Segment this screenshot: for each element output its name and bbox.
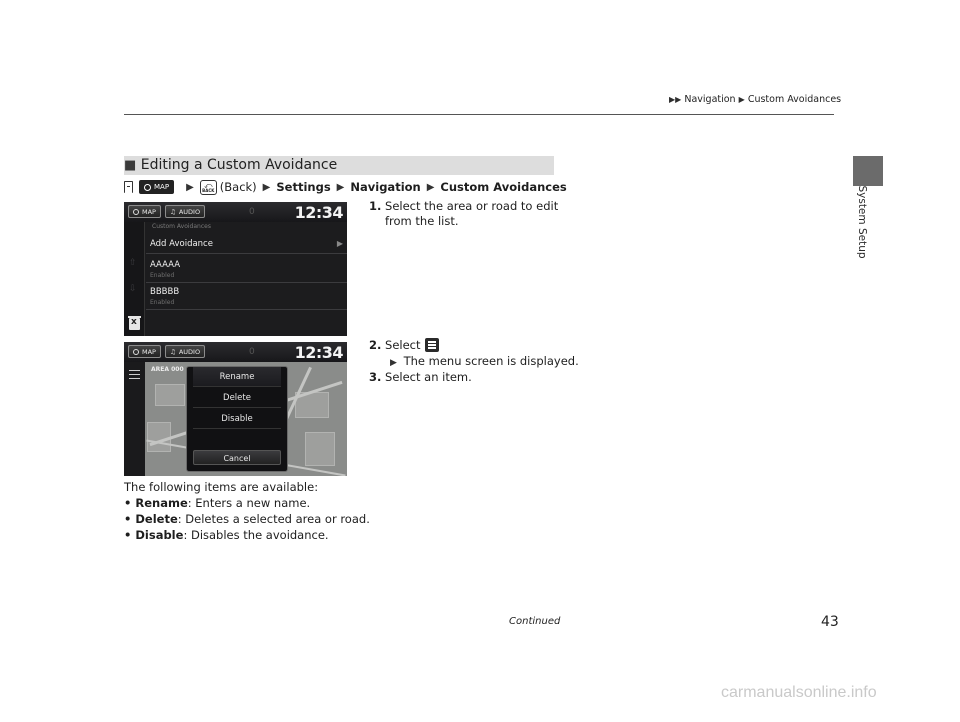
item-name: Disable bbox=[135, 528, 184, 542]
navigation-ring-icon bbox=[133, 209, 139, 215]
step-1-continued bbox=[385, 214, 459, 229]
item-description: : Disables the avoidance. bbox=[183, 528, 329, 542]
breadcrumb-custom-avoidances[interactable]: Custom Avoidances bbox=[747, 94, 842, 105]
step-number: 3. bbox=[369, 370, 382, 384]
bullet-icon: • bbox=[124, 528, 132, 542]
chapter-tab bbox=[853, 185, 883, 262]
music-note-icon: ♫ bbox=[170, 347, 176, 356]
path-arrow-icon: ▶ bbox=[336, 181, 345, 193]
item-name: Rename bbox=[135, 496, 188, 510]
area-label: AREA 000 bbox=[151, 366, 184, 373]
menu-item-delete[interactable]: Delete bbox=[193, 388, 281, 408]
step-result-text: The menu screen is displayed. bbox=[403, 354, 579, 368]
avoidance-list-screenshot bbox=[124, 202, 347, 336]
path-arrow-icon: ▶ bbox=[426, 181, 435, 193]
menu-popup-screenshot bbox=[124, 342, 347, 476]
menu-item-disable[interactable]: Disable bbox=[193, 409, 281, 429]
path-arrow-icon: ▶ bbox=[262, 181, 271, 193]
screen-map-label: MAP bbox=[142, 347, 156, 356]
section-heading bbox=[124, 156, 337, 175]
chapter-tab-label: System Setup bbox=[856, 185, 868, 259]
section-title: Editing a Custom Avoidance bbox=[140, 157, 338, 173]
breadcrumb-arrow-icon: ▶ bbox=[738, 95, 745, 104]
list-item-title: AAAAA bbox=[150, 260, 181, 270]
screen-audio-label: AUDIO bbox=[178, 347, 201, 356]
watermark: carmanualsonline.info bbox=[721, 684, 877, 701]
breadcrumb-navigation[interactable]: Navigation bbox=[684, 94, 736, 105]
list-item-title: BBBBB bbox=[150, 287, 180, 297]
cancel-button[interactable]: Cancel bbox=[193, 450, 281, 465]
page-number: 43 bbox=[821, 614, 839, 630]
step-text: from the list. bbox=[385, 214, 459, 228]
screen-map-button[interactable] bbox=[128, 205, 161, 218]
back-label: (Back) bbox=[219, 180, 257, 194]
list-item-title: Add Avoidance bbox=[150, 239, 213, 249]
continued-label: Continued bbox=[509, 616, 561, 627]
trash-icon[interactable] bbox=[129, 318, 140, 330]
menu-popup bbox=[186, 366, 288, 472]
list-item bbox=[124, 495, 310, 511]
breadcrumb bbox=[669, 94, 841, 105]
list-item-add-avoidance[interactable] bbox=[146, 232, 347, 254]
signal-indicator: 0 bbox=[249, 207, 255, 217]
step-2-result bbox=[390, 354, 579, 371]
items-intro: The following items are available: bbox=[124, 480, 319, 494]
screen-audio-button[interactable] bbox=[165, 205, 205, 218]
menu-item-rename[interactable]: Rename bbox=[193, 367, 281, 387]
back-button-icon bbox=[200, 180, 217, 195]
list-item-status: Enabled bbox=[150, 299, 175, 306]
screen-side-controls bbox=[124, 362, 145, 476]
step-text: Select the area or road to edit bbox=[385, 199, 559, 213]
menu-icon[interactable] bbox=[129, 370, 140, 379]
path-settings: Settings bbox=[276, 180, 331, 194]
screen-audio-button[interactable] bbox=[165, 345, 205, 358]
screen-audio-label: AUDIO bbox=[178, 207, 201, 216]
map-block bbox=[155, 384, 185, 406]
header-divider bbox=[124, 114, 834, 115]
clock: 12:34 bbox=[294, 203, 343, 222]
chapter-tab-marker bbox=[853, 156, 883, 186]
path-arrow-icon: ▶ bbox=[186, 181, 194, 193]
screen-map-label: MAP bbox=[142, 207, 156, 216]
breadcrumb-arrow-icon: ▶▶ bbox=[669, 95, 682, 104]
step-text: Select bbox=[385, 338, 421, 352]
path-custom-avoidances: Custom Avoidances bbox=[440, 180, 567, 194]
item-description: : Deletes a selected area or road. bbox=[177, 512, 370, 526]
list-item-status: Enabled bbox=[150, 272, 175, 279]
bullet-icon: • bbox=[124, 496, 132, 510]
navigation-path bbox=[124, 179, 567, 195]
list-item[interactable] bbox=[146, 256, 347, 283]
list-item[interactable] bbox=[146, 284, 347, 310]
navigation-ring-icon bbox=[133, 349, 139, 355]
bullet-icon: • bbox=[124, 512, 132, 526]
screen-side-controls bbox=[124, 222, 145, 336]
square-bullet-icon: ■ bbox=[124, 158, 137, 173]
list-item bbox=[124, 511, 370, 527]
screen-map-button[interactable] bbox=[128, 345, 161, 358]
step-number: 2. bbox=[369, 338, 382, 352]
home-icon bbox=[124, 181, 133, 193]
scroll-up-icon[interactable]: ⇧ bbox=[129, 258, 137, 268]
map-block bbox=[305, 432, 335, 466]
clock: 12:34 bbox=[294, 343, 343, 362]
music-note-icon: ♫ bbox=[170, 207, 176, 216]
signal-indicator: 0 bbox=[249, 347, 255, 357]
item-name: Delete bbox=[135, 512, 178, 526]
step-1 bbox=[369, 199, 558, 214]
back-button-text: BACK bbox=[202, 187, 215, 193]
item-description: : Enters a new name. bbox=[187, 496, 311, 510]
step-number: 1. bbox=[369, 199, 382, 213]
list-item bbox=[124, 527, 329, 543]
map-button-label: MAP bbox=[154, 183, 170, 191]
chevron-right-icon: ▶ bbox=[336, 239, 343, 248]
step-3 bbox=[369, 370, 472, 385]
result-arrow-icon: ▶ bbox=[390, 358, 397, 368]
map-button-icon bbox=[139, 180, 174, 194]
path-navigation: Navigation bbox=[350, 180, 421, 194]
menu-icon bbox=[425, 338, 439, 352]
scroll-down-icon[interactable]: ⇩ bbox=[129, 284, 137, 294]
back-arrow-icon: ⤺ bbox=[203, 180, 213, 190]
screen-heading: Custom Avoidances bbox=[152, 223, 211, 230]
step-2 bbox=[369, 338, 440, 353]
step-text: Select an item. bbox=[385, 370, 472, 384]
navigation-ring-icon bbox=[144, 184, 151, 191]
